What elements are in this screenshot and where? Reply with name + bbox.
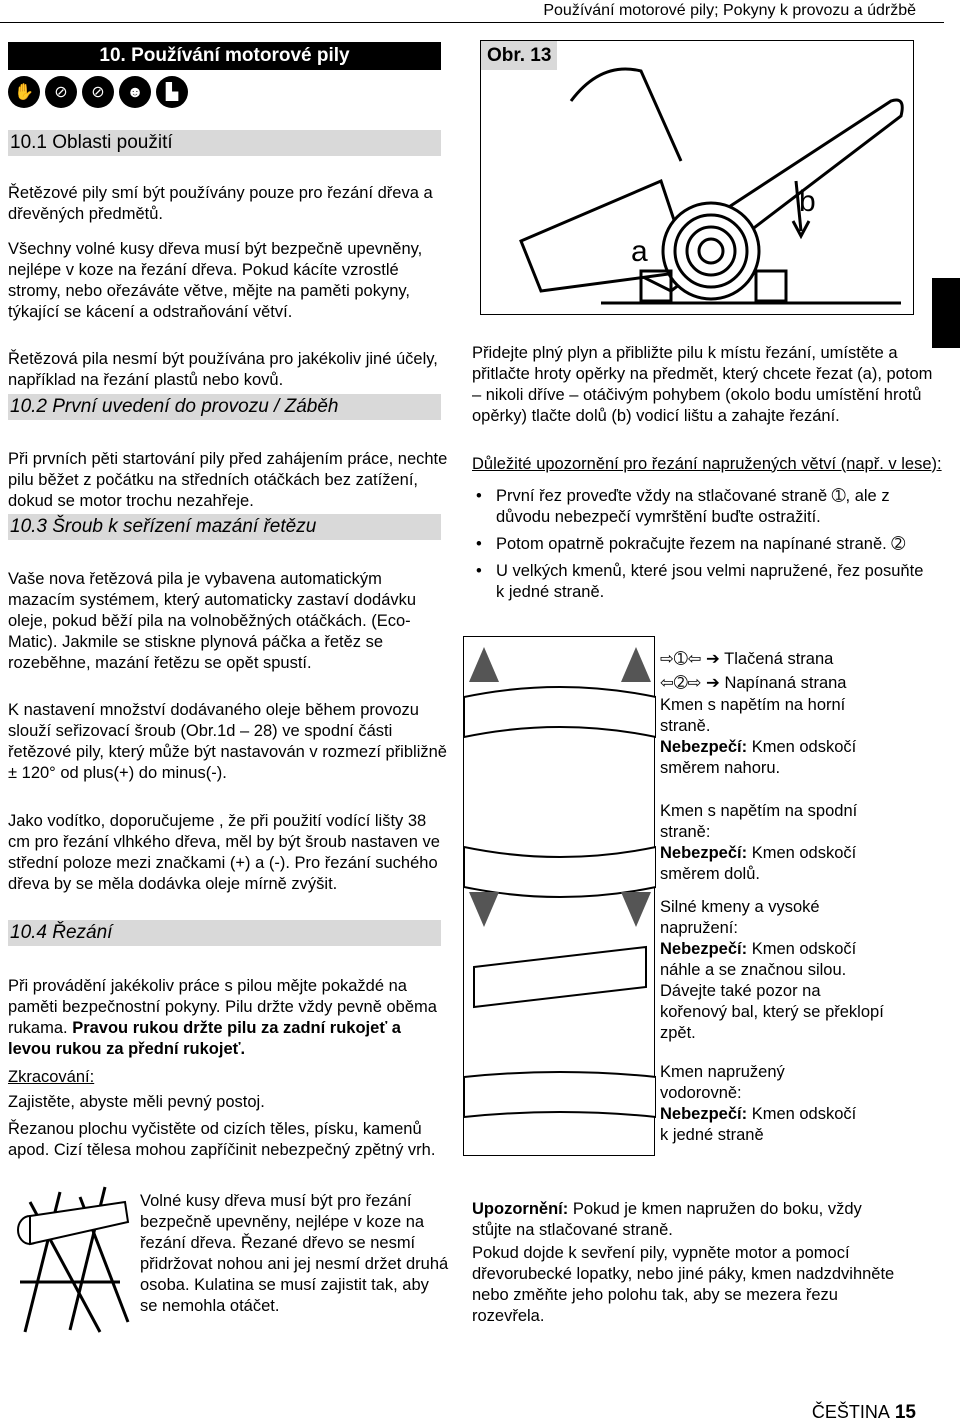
paragraph: Vaše nova řetězová pila je vybavena automatickým mazacím systémem, který automaticky zastaví dodávku oleje, pokud běží pila na volnoběžných otáčkách. (Eco-Matic). Jakmile se stiskne plynová páčka a řetěz se rozeběhne, mazání řetězu se opět spustí. [8,569,417,672]
caption-1: Kmen s napětím na horní straně. Nebezpečí: Kmen odskočí směrem nahoru. [660,695,857,777]
tension-diagrams [463,636,655,1156]
bullet-list [472,486,932,609]
figure-label: Obr. 13 [481,41,557,70]
note-heading: Důležité upozornění pro řezání napružených větví (např. v lese): [472,454,942,473]
saw-horse-illustration [10,1172,136,1338]
figure-13 [480,40,914,315]
paragraph: Při provádění jakékoliv práce s pilou mějte pokaždé na paměti bezpečnostní pokyny. Pilu držte vždy pevně oběma rukama. Pravou rukou držte pilu za zadní rukojeť a levou rukou za přední rukojeť. [8,976,437,1058]
ppe-icons [8,76,188,108]
list-item: • Potom opatrně pokračujte řezem na napínané straně. ➁ [472,534,932,555]
glove-icon: ✋ [8,76,40,108]
no-smoking-icon: ⊘ [45,76,77,108]
paragraph: Jako vodítko, doporučujeme , že při použití vodící lišty 38 cm pro řezání vlhkého dřeva, měl by být šroub nastaven ve střední poloze mezi značkami (+) a (-). Pro řezání suchého dřeva by se měla dodávka oleje mírně zvýšit. [8,811,440,893]
subheading: Zkracování: [8,1067,95,1086]
caption-2: Kmen s napětím na spodní straně: Nebezpečí: Kmen odskočí směrem dolů. [660,801,858,883]
section-10-2-heading: 10.2 První uvedení do provozu / Záběh [8,394,441,420]
paragraph: Při prvních pěti startování pily před zahájením práce, nechte pilu běžet z počátku na středních otáčkách bez zatížení, dokud se motor trochu nezahřeje. [8,449,448,510]
boot-icon: ▙ [156,76,188,108]
footer: ČEŠTINA 15 [811,1402,916,1423]
paragraph: Zajistěte, abyste měli pevný postoj. [8,1092,265,1111]
section-10-4-heading: 10.4 Řezání [8,920,441,946]
paragraph: Volné kusy dřeva musí být pro řezání bezpečně upevněny, nejlépe v koze na řezání dřeva. Řezané dřevo se nesmí přidržovat nohou ani jej nesmí držet druhá osoba. Kulatina se musí zajistit tak, aby se nemohla otáčet. [140,1191,449,1315]
no-fire-icon: ⊘ [82,76,114,108]
paragraph: Řetězová pila nesmí být používána pro jakékoliv jiné účely, například na řezání plastů nebo kovů. [8,349,438,389]
marker-a: a [631,235,648,268]
warning-paragraph: Upozornění: Pokud je kmen napružen do boku, vždy stůjte na stlačované straně. [472,1199,862,1239]
legend-pressed-side: ⇨➀⇦ ➔ Tlačená strana [660,649,834,668]
caption-3: Silné kmeny a vysoké napružení: Nebezpečí: Kmen odskočí náhle a se značnou silou. Dávejte také pozor na kořenový bal, který se překlopí zpět. [660,897,884,1042]
header-rule [0,22,944,23]
paragraph: Přidejte plný plyn a přibližte pilu k místu řezání, umístěte a přitlačte hroty opěrky na předmět, který chcete řezat (a), potom – nikoli dříve – otáčivým pohybem (okolo bodu umístění hrotů opěrky) tlačte dolů (b) vodicí lištu a zahajte řezání. [472,343,933,425]
paragraph: Všechny volné kusy dřeva musí být bezpečně upevněny, nejlépe v koze na řezání dřeva. Pokud kácíte vzrostlé stromy, nebo ořezáváte větve, mějte na paměti pokyny, týkající se kácení a odstraňování větví. [8,239,423,321]
list-item: • U velkých kmenů, které jsou velmi napružené, řez posuňte k jedné straně. [472,561,932,603]
paragraph: Řetězové pily smí být používány pouze pro řezání dřeva a dřevěných předmětů. [8,183,433,223]
legend-tension-side: ⇦➁⇨ ➔ Napínaná strana [660,673,847,692]
section-10-3-heading: 10.3 Šroub k seřízení mazání řetězu [8,514,441,540]
paragraph: K nastavení množství dodávaného oleje během provozu slouží seřizovací šroub (Obr.1d – 28) ve spodní části řetězové pily, který může být nastavován v rozmezí přibližně ± 120° od plus(+) do minus(-). [8,700,447,782]
running-header: Používání motorové pily; Pokyny k provozu a údržbě [543,2,916,19]
section-10-1-heading: 10.1 Oblasti použití [8,130,441,156]
paragraph: Řezanou plochu vyčistěte od cizích těles, písku, kamenů apod. Cizí tělesa mohou zapříčinit nebezpečný zpětný vrh. [8,1119,436,1159]
list-item: • První řez proveďte vždy na stlačované straně ➀, ale z důvodu nebezpečí vymrštění buďte ostražití. [472,486,932,528]
marker-b: b [799,185,816,218]
chapter-title: 10. Používání motorové pily [8,42,441,70]
helmet-icon: ☻ [119,76,151,108]
caption-4: Kmen napružený vodorovně: Nebezpečí: Kmen odskočí k jedné straně [660,1062,857,1144]
side-tab [932,278,960,348]
paragraph: Pokud dojde k sevření pily, vypněte motor a pomocí dřevorubecké lopatky, nebo jiné páky, kmen nadzdvihněte nebo změňte jeho polohu tak, aby se mezera řezu rozevřela. [472,1243,895,1325]
